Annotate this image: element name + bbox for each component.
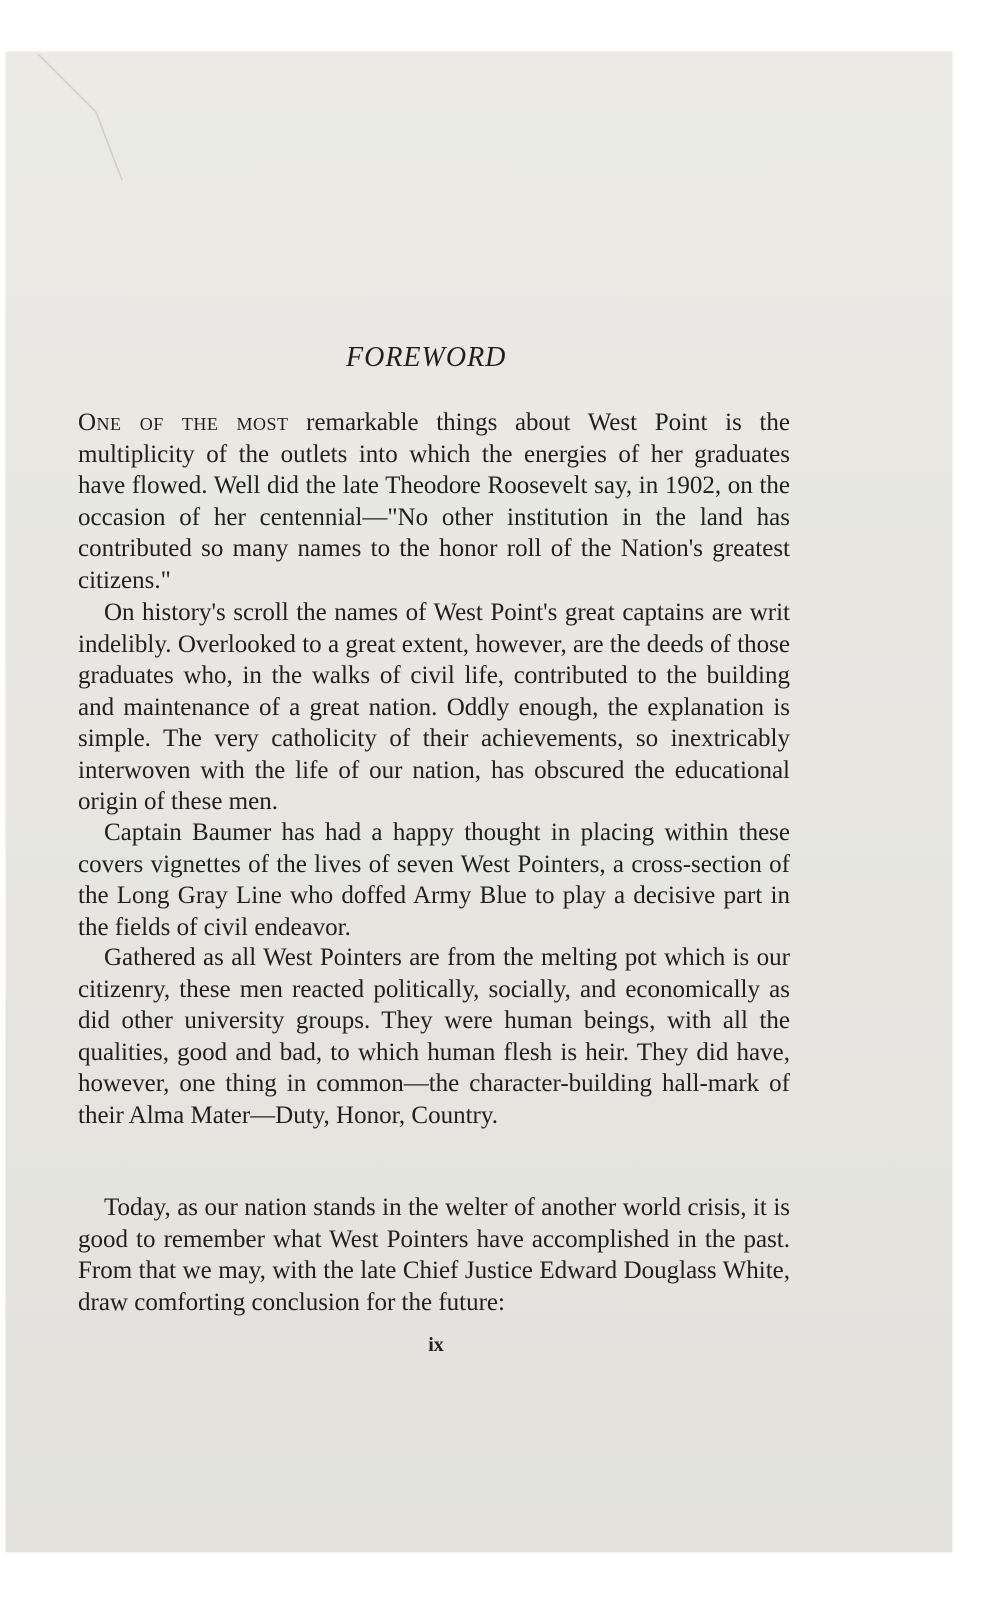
book-page	[6, 52, 952, 1552]
paragraph-5: Today, as our nation stands in the welter of another world crisis, it is good to remember what West Pointers have accomplished in the past. From that we may, with the late Chief Justice Edward Douglass White, draw comforting conclusion for the future:	[78, 1194, 790, 1316]
paragraph-1	[78, 407, 790, 596]
paragraph-1-text: remarkable things about West Point is the multiplicity of the outlets into which the energies of her graduates have flowed. Well did the late Theodore Roosevelt say, in 1902, on the occasion of her centennial—"No other institution in the land has contributed so many names to the honor roll of the Nation's greatest citizens."	[78, 409, 790, 594]
page-crease-decoration	[36, 52, 126, 182]
paragraph-4: Gathered as all West Pointers are from the melting pot which is our citizenry, these men reacted politically, socially, and economically as did other university groups. They were human beings, with all the qualities, good and bad, to which human flesh is heir. They did have, however, one thing in common—the character-building hall-mark of their Alma Mater—Duty, Honor, Country.	[78, 944, 790, 1129]
paragraph-2: On history's scroll the names of West Point's great captains are writ indelibly. Overlooked to a great extent, however, are the deeds of those graduates who, in the walks of civil life, contributed to the building and maintenance of a great nation. Oddly enough, the explanation is simple. The very catholicity of their achievements, so inextricably interwoven with the life of our nation, has obscured the educational origin of these men.	[78, 599, 790, 815]
paragraph-1-lead: One of the most	[78, 409, 289, 436]
page-number: ix	[428, 1334, 444, 1356]
paragraph-3: Captain Baumer has had a happy thought in placing within these covers vignettes of the lives of seven West Pointers, a cross-section of the Long Gray Line who doffed Army Blue to play a decisive part in the fields of civil endeavor.	[78, 819, 790, 941]
page-title: FOREWORD	[346, 342, 507, 373]
